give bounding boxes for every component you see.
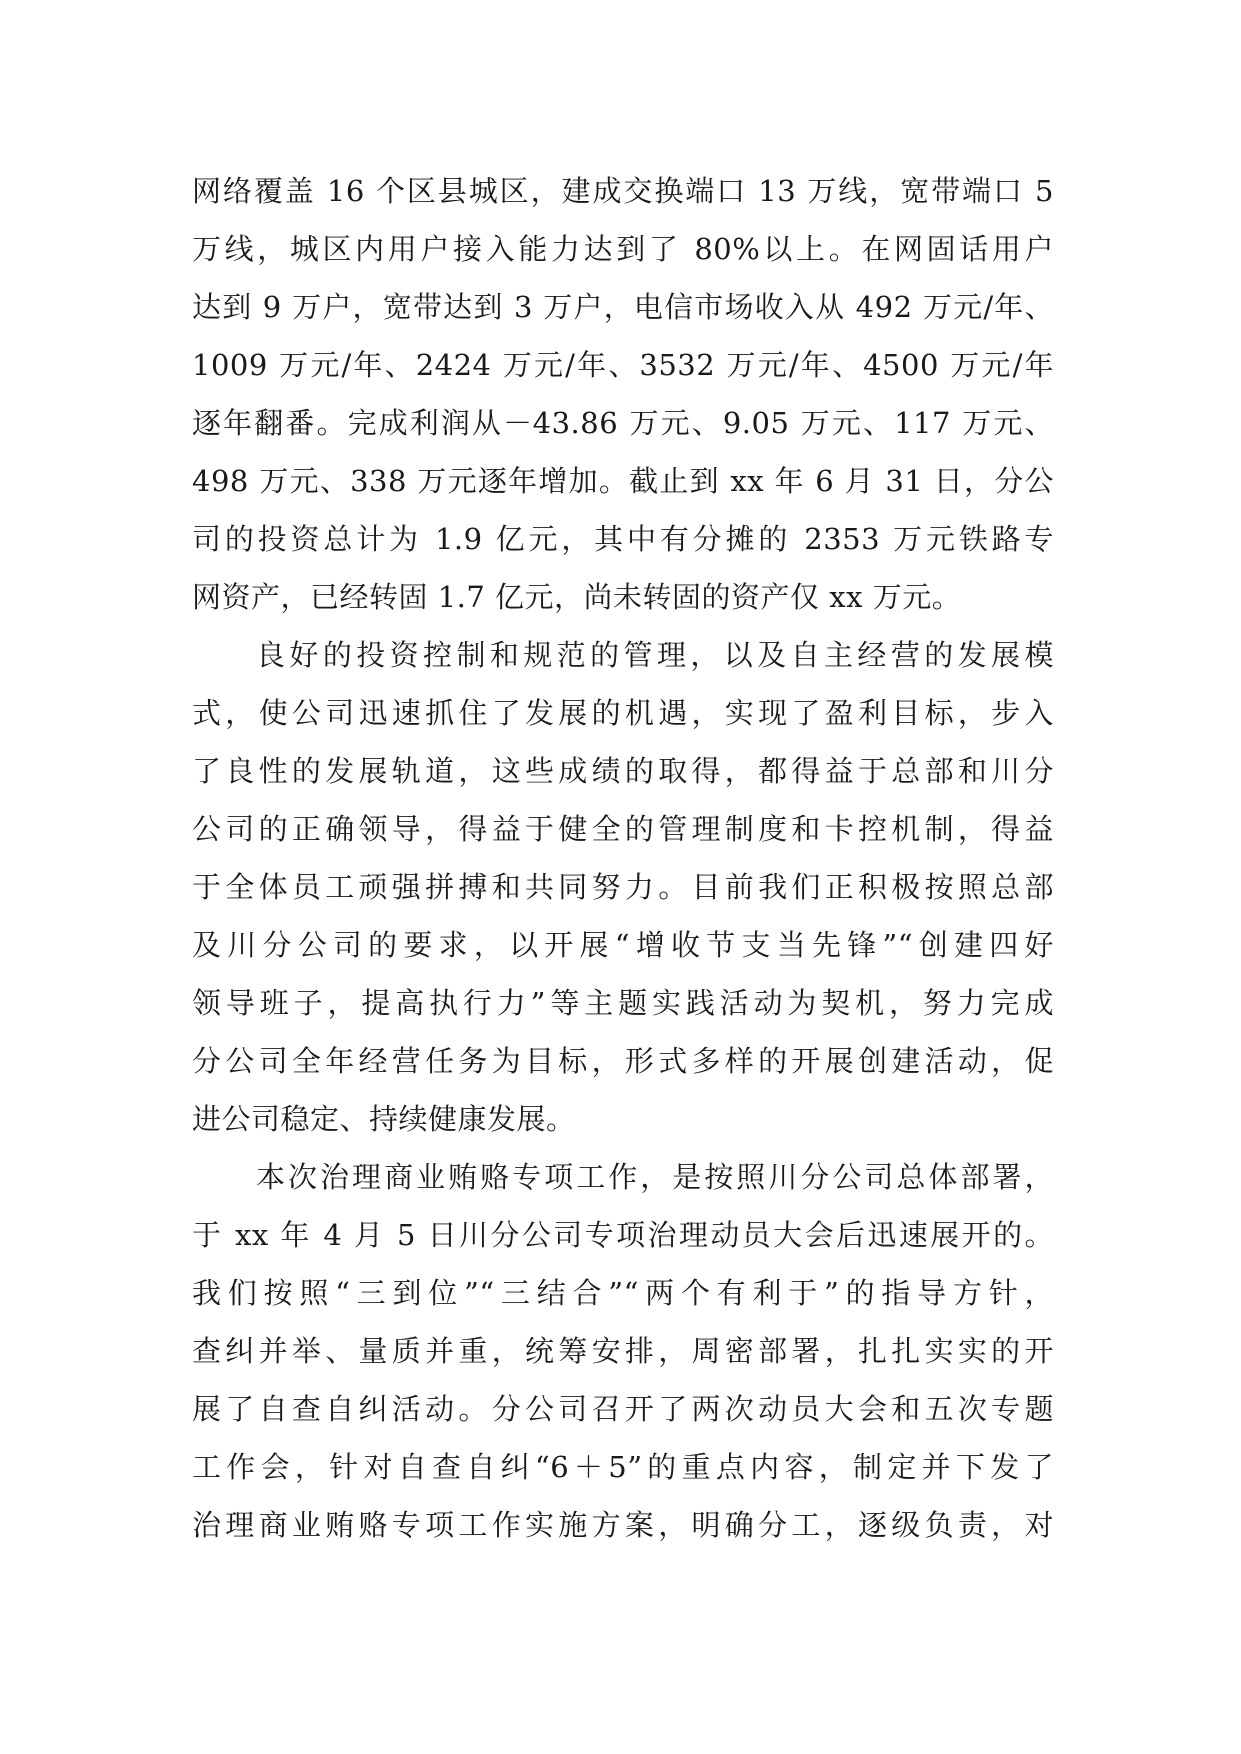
- document-body: [192, 162, 1054, 1554]
- text-line: 498 万元、338 万元逐年增加。截止到 xx 年 6 月 31 日，分公: [192, 464, 1054, 498]
- paragraph-1: [192, 162, 1054, 626]
- text-line: 展了自查自纠活动。分公司召开了两次动员大会和五次专题: [192, 1392, 1054, 1426]
- text-line: 于 xx 年 4 月 5 日川分公司专项治理动员大会后迅速展开的。: [192, 1218, 1054, 1252]
- text-line: 我们按照“三到位”“三结合”“两个有利于”的指导方针，: [192, 1276, 1054, 1310]
- text-line: 治理商业贿赂专项工作实施方案，明确分工，逐级负责，对: [192, 1508, 1054, 1542]
- text-line: 良好的投资控制和规范的管理，以及自主经营的发展模: [256, 638, 1054, 672]
- text-line: 万线，城区内用户接入能力达到了 80%以上。在网固话用户: [192, 232, 1054, 266]
- text-line: 工作会，针对自查自纠“6＋5”的重点内容，制定并下发了: [192, 1450, 1054, 1484]
- text-line: 分公司全年经营任务为目标，形式多样的开展创建活动，促: [192, 1044, 1054, 1078]
- text-line: 1009 万元/年、2424 万元/年、3532 万元/年、4500 万元/年: [192, 348, 1054, 382]
- text-line: 本次治理商业贿赂专项工作，是按照川分公司总体部署，: [256, 1160, 1054, 1194]
- text-line: 达到 9 万户，宽带达到 3 万户，电信市场收入从 492 万元/年、: [192, 290, 1054, 324]
- text-line: 进公司稳定、持续健康发展。: [192, 1102, 576, 1136]
- text-line: 网络覆盖 16 个区县城区，建成交换端口 13 万线，宽带端口 5: [192, 174, 1054, 208]
- text-line: 了良性的发展轨道，这些成绩的取得，都得益于总部和川分: [192, 754, 1054, 788]
- text-line: 公司的正确领导，得益于健全的管理制度和卡控机制，得益: [192, 812, 1054, 846]
- text-line: 司的投资总计为 1.9 亿元，其中有分摊的 2353 万元铁路专: [192, 522, 1054, 556]
- paragraph-2: [192, 626, 1054, 1148]
- text-line: 于全体员工顽强拼搏和共同努力。目前我们正积极按照总部: [192, 870, 1054, 904]
- text-line: 查纠并举、量质并重，统筹安排，周密部署，扎扎实实的开: [192, 1334, 1054, 1368]
- text-line: 式，使公司迅速抓住了发展的机遇，实现了盈利目标，步入: [192, 696, 1054, 730]
- text-line: 网资产，已经转固 1.7 亿元，尚未转固的资产仅 xx 万元。: [192, 580, 962, 614]
- paragraph-3: [192, 1148, 1054, 1554]
- text-line: 领导班子，提高执行力”等主题实践活动为契机，努力完成: [192, 986, 1054, 1020]
- text-line: 逐年翻番。完成利润从－43.86 万元、9.05 万元、117 万元、: [192, 406, 1054, 440]
- text-line: 及川分公司的要求，以开展“增收节支当先锋”“创建四好: [192, 928, 1054, 962]
